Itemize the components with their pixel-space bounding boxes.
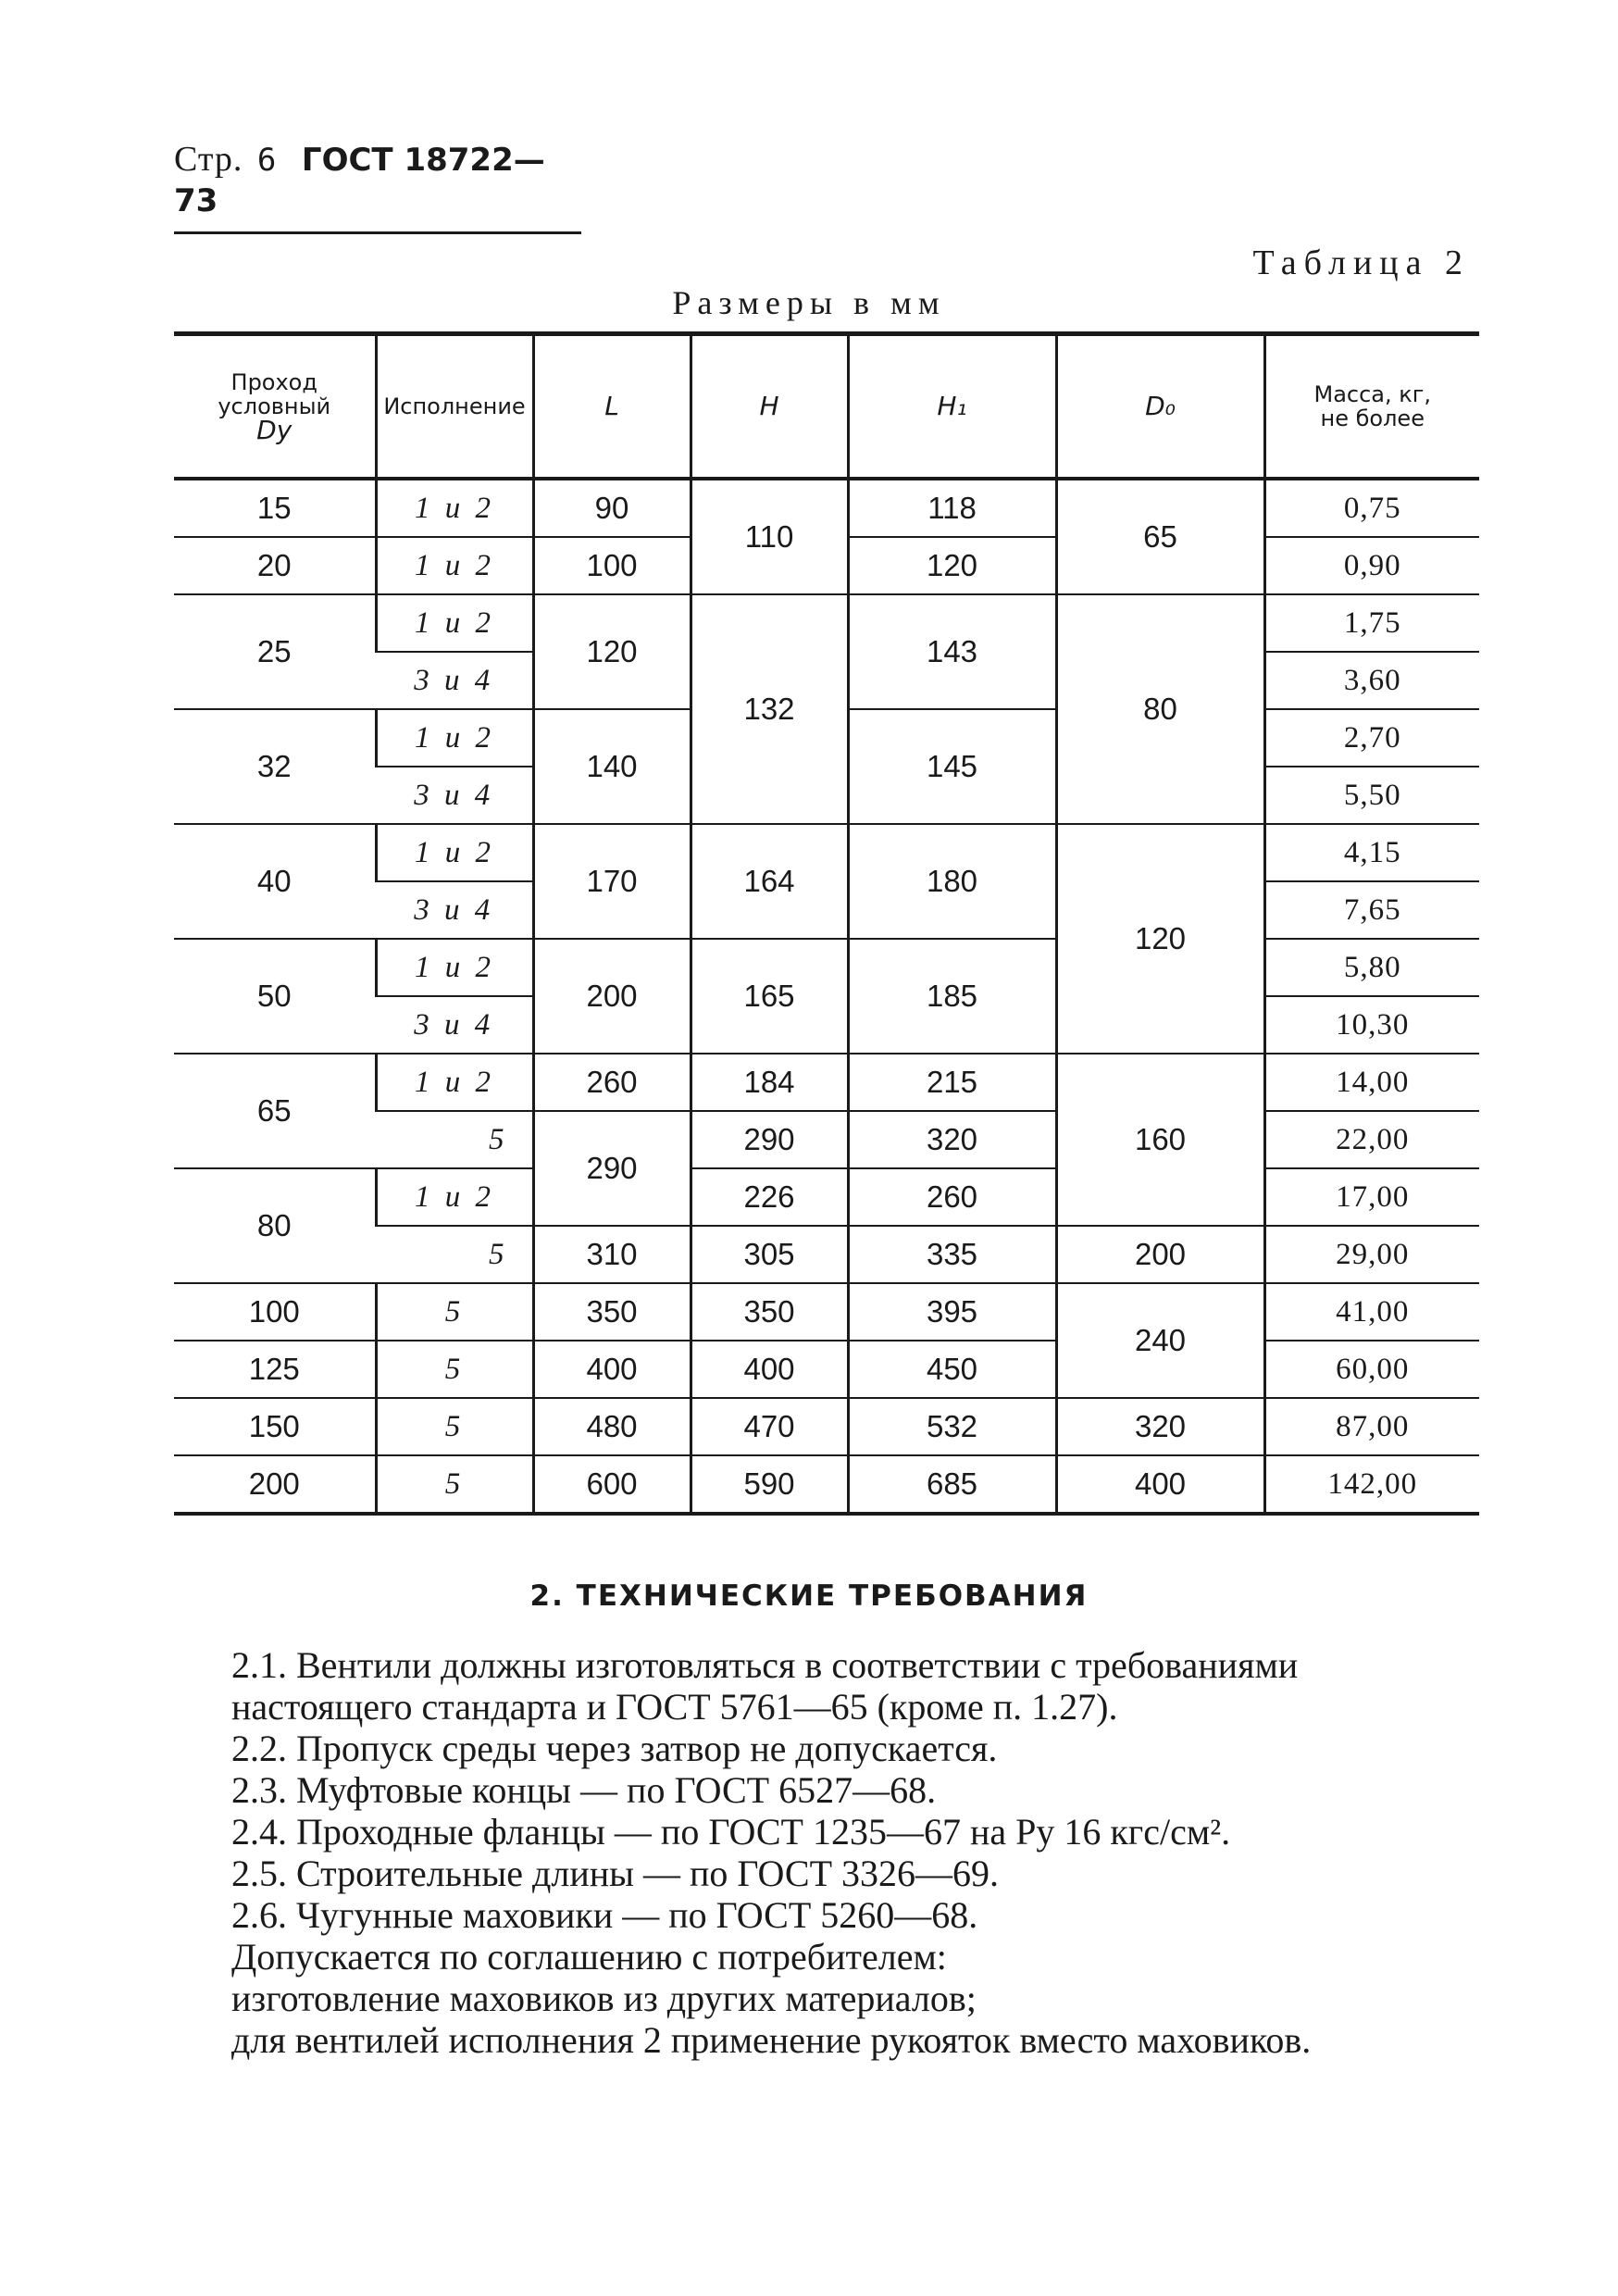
cell-mass: 87,00	[1264, 1398, 1479, 1455]
cell-h: 132	[691, 594, 848, 824]
table-caption: Таблица 2	[1252, 243, 1470, 282]
cell-mass: 1,75	[1264, 594, 1479, 652]
cell-mass: 22,00	[1264, 1111, 1479, 1168]
requirement-item: 2.1. Вентили должны изготовляться в соответствии с требованиями настоящего стандарта и ГОСТ 5761—65 (кроме п. 1.27).	[231, 1644, 1299, 1728]
requirement-item: для вентилей исполнения 2 применение рукояток вместо маховиков.	[231, 2019, 1312, 2061]
cell-dy: 125	[174, 1341, 376, 1398]
cell-ispolnenie: 5	[376, 1226, 533, 1283]
table-row	[174, 479, 1479, 537]
cell-l: 350	[533, 1283, 691, 1341]
table-row	[174, 1054, 1479, 1111]
cell-mass: 14,00	[1264, 1054, 1479, 1111]
section-title: 2. ТЕХНИЧЕСКИЕ ТРЕБОВАНИЯ	[529, 1579, 1089, 1613]
requirement-item: 2.2. Пропуск среды через затвор не допускается.	[231, 1728, 998, 1769]
cell-l: 100	[533, 537, 691, 594]
cell-h: 184	[691, 1054, 848, 1111]
cell-ispolnenie: 1 и 2	[376, 537, 533, 594]
cell-l: 140	[533, 709, 691, 824]
requirement-item: изготовление маховиков из других материалов;	[231, 1978, 977, 2019]
cell-l: 310	[533, 1226, 691, 1283]
table-row	[174, 1455, 1479, 1514]
cell-mass: 60,00	[1264, 1341, 1479, 1398]
cell-h1: 185	[848, 939, 1056, 1054]
cell-ispolnenie: 5	[376, 1283, 533, 1341]
table-row	[174, 939, 1479, 996]
cell-h1: 685	[848, 1455, 1056, 1514]
cell-mass: 3,60	[1264, 652, 1479, 709]
cell-h: 590	[691, 1455, 848, 1514]
cell-ispolnenie: 1 и 2	[376, 939, 533, 996]
cell-d0: 400	[1056, 1455, 1264, 1514]
table-row	[174, 1283, 1479, 1341]
page-number: 6	[256, 142, 277, 179]
cell-h1: 145	[848, 709, 1056, 824]
cell-h1: 120	[848, 537, 1056, 594]
cell-ispolnenie: 5	[376, 1455, 533, 1514]
cell-d0: 65	[1056, 479, 1264, 594]
cell-dy: 80	[174, 1168, 376, 1283]
table-row	[174, 824, 1479, 881]
cell-h1: 260	[848, 1168, 1056, 1226]
cell-h: 110	[691, 479, 848, 594]
table-row	[174, 1398, 1479, 1455]
cell-mass: 10,30	[1264, 996, 1479, 1054]
cell-dy: 50	[174, 939, 376, 1054]
table-row	[174, 594, 1479, 652]
cell-d0: 120	[1056, 824, 1264, 1054]
cell-h1: 532	[848, 1398, 1056, 1455]
cell-ispolnenie: 1 и 2	[376, 709, 533, 767]
cell-h: 305	[691, 1226, 848, 1283]
cell-h: 400	[691, 1341, 848, 1398]
cell-l: 480	[533, 1398, 691, 1455]
cell-h: 164	[691, 824, 848, 939]
cell-h1: 180	[848, 824, 1056, 939]
cell-dy: 20	[174, 537, 376, 594]
cell-ispolnenie: 3 и 4	[376, 652, 533, 709]
cell-l: 120	[533, 594, 691, 709]
cell-mass: 142,00	[1264, 1455, 1479, 1514]
cell-h1: 215	[848, 1054, 1056, 1111]
page-prefix: Стр.	[174, 140, 243, 179]
cell-dy: 25	[174, 594, 376, 709]
cell-mass: 5,80	[1264, 939, 1479, 996]
cell-ispolnenie: 3 и 4	[376, 881, 533, 939]
cell-h: 470	[691, 1398, 848, 1455]
table-header-row	[174, 334, 1479, 480]
cell-ispolnenie: 1 и 2	[376, 594, 533, 652]
cell-h: 350	[691, 1283, 848, 1341]
table-row	[174, 1168, 1479, 1226]
cell-l: 200	[533, 939, 691, 1054]
cell-l: 400	[533, 1341, 691, 1398]
col-header-dy: Проход условный Dу	[174, 334, 376, 480]
requirement-item: 2.5. Строительные длины — по ГОСТ 3326—69.	[231, 1853, 1000, 1894]
cell-d0: 200	[1056, 1226, 1264, 1283]
col-header-mass: Масса, кг, не более	[1264, 334, 1479, 480]
cell-l: 90	[533, 479, 691, 537]
requirement-item: Допускается по соглашению с потребителем:	[231, 1936, 947, 1978]
cell-mass: 2,70	[1264, 709, 1479, 767]
cell-d0: 320	[1056, 1398, 1264, 1455]
col-header-ispolnenie: Исполнение	[376, 334, 533, 480]
cell-mass: 7,65	[1264, 881, 1479, 939]
cell-ispolnenie: 5	[376, 1398, 533, 1455]
table-units: Размеры в мм	[672, 284, 946, 321]
cell-mass: 0,75	[1264, 479, 1479, 537]
cell-mass: 17,00	[1264, 1168, 1479, 1226]
cell-ispolnenie: 1 и 2	[376, 824, 533, 881]
cell-d0: 160	[1056, 1054, 1264, 1226]
cell-ispolnenie: 3 и 4	[376, 767, 533, 824]
cell-mass: 41,00	[1264, 1283, 1479, 1341]
cell-l: 170	[533, 824, 691, 939]
col-header-h: H	[691, 334, 848, 480]
cell-h: 226	[691, 1168, 848, 1226]
cell-dy: 15	[174, 479, 376, 537]
requirement-item: 2.3. Муфтовые концы — по ГОСТ 6527—68.	[231, 1769, 937, 1811]
col-header-h1: H₁	[848, 334, 1056, 480]
table-row	[174, 1341, 1479, 1398]
cell-h1: 143	[848, 594, 1056, 709]
cell-dy: 100	[174, 1283, 376, 1341]
cell-dy: 150	[174, 1398, 376, 1455]
cell-l: 290	[533, 1111, 691, 1226]
cell-ispolnenie: 1 и 2	[376, 479, 533, 537]
cell-dy: 200	[248, 1466, 300, 1501]
requirements-list	[231, 1644, 1472, 2061]
cell-ispolnenie: 5	[376, 1341, 533, 1398]
cell-l: 260	[533, 1054, 691, 1111]
cell-mass: 29,00	[1264, 1226, 1479, 1283]
standard-code: ГОСТ 18722—73	[174, 142, 545, 219]
col-header-l: L	[533, 334, 691, 480]
cell-d0: 80	[1056, 594, 1264, 824]
requirement-item: 2.6. Чугунные маховики — по ГОСТ 5260—68.	[231, 1894, 978, 1936]
cell-h1: 118	[848, 479, 1056, 537]
requirement-item: 2.4. Проходные фланцы — по ГОСТ 1235—67 на Pу 16 кгс/см².	[231, 1811, 1231, 1853]
dimensions-table	[174, 331, 1479, 1516]
col-header-d0: D₀	[1056, 334, 1264, 480]
cell-h1: 450	[848, 1341, 1056, 1398]
cell-d0: 240	[1056, 1283, 1264, 1398]
cell-h1: 335	[848, 1226, 1056, 1283]
cell-ispolnenie: 5	[376, 1111, 533, 1168]
cell-dy: 40	[174, 824, 376, 939]
cell-dy: 65	[174, 1054, 376, 1168]
cell-h1: 395	[848, 1283, 1056, 1341]
cell-ispolnenie: 3 и 4	[376, 996, 533, 1054]
cell-mass: 5,50	[1264, 767, 1479, 824]
cell-mass: 0,90	[1264, 537, 1479, 594]
cell-h: 165	[691, 939, 848, 1054]
cell-h1: 320	[848, 1111, 1056, 1168]
cell-h: 290	[691, 1111, 848, 1168]
page-header	[174, 139, 581, 234]
cell-dy: 32	[174, 709, 376, 824]
cell-l: 600	[533, 1455, 691, 1514]
cell-ispolnenie: 1 и 2	[376, 1054, 533, 1111]
cell-ispolnenie: 1 и 2	[376, 1168, 533, 1226]
cell-mass: 4,15	[1264, 824, 1479, 881]
